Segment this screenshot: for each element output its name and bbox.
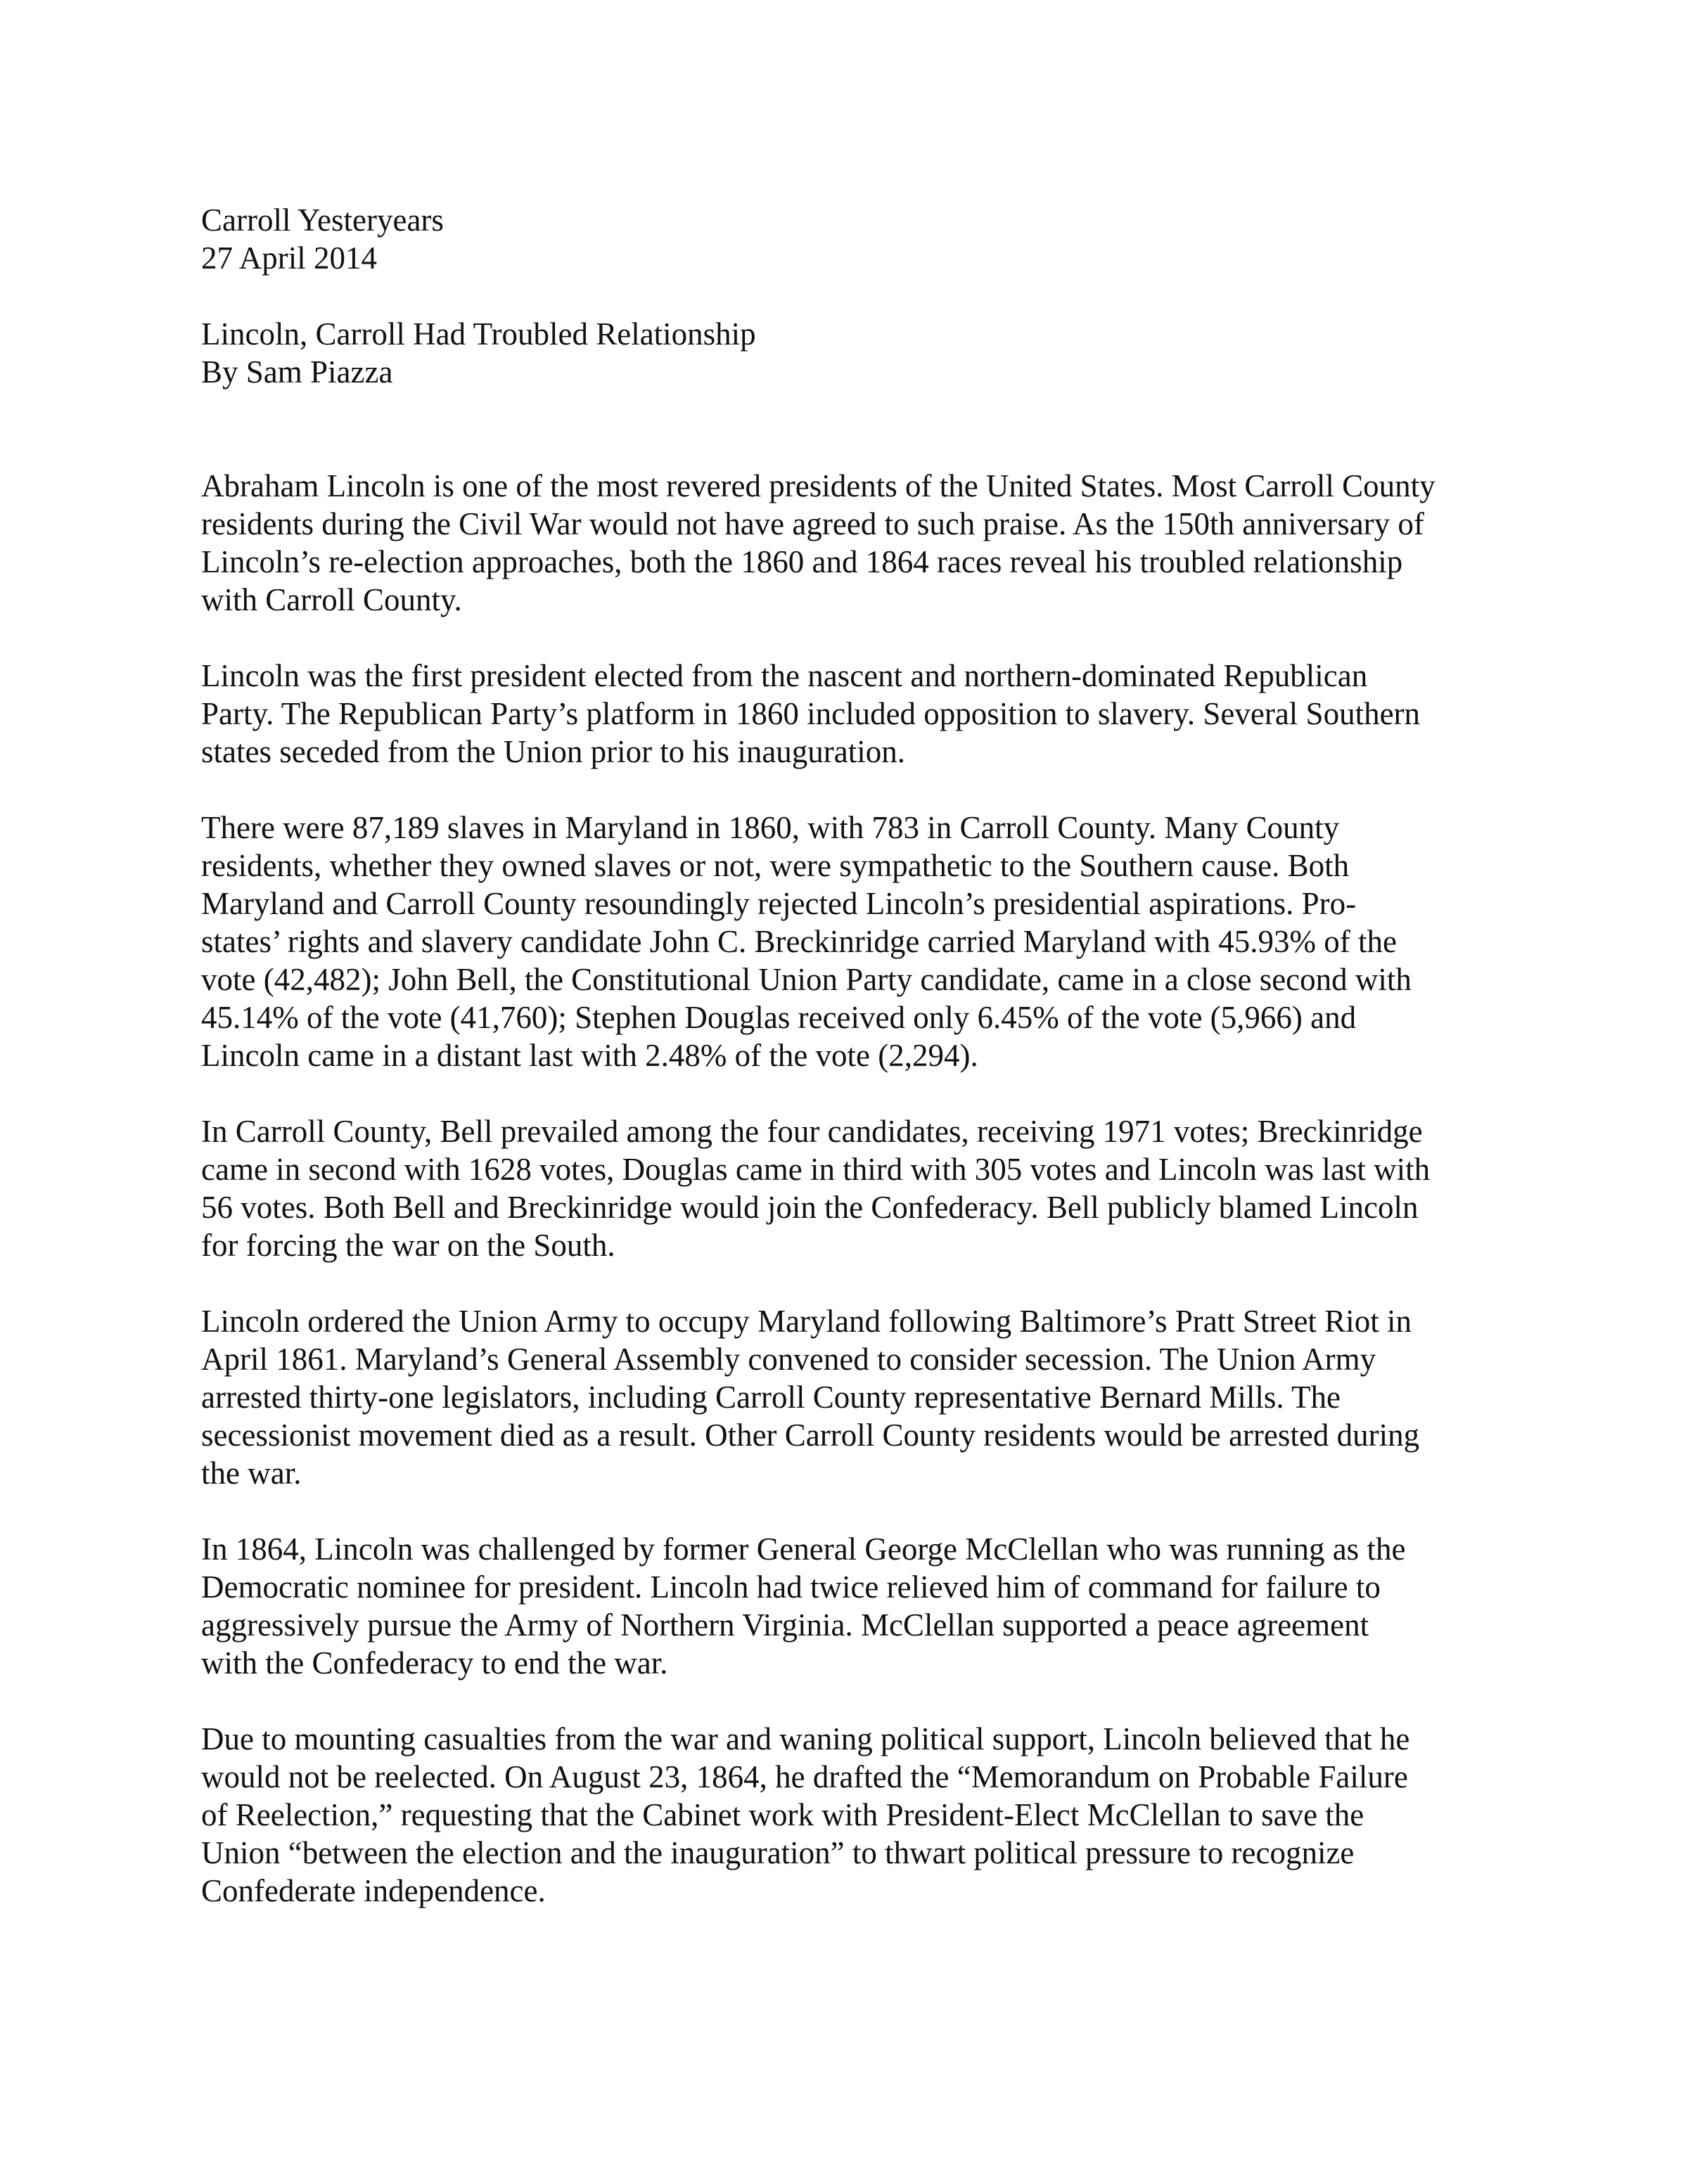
text-line: for forcing the war on the South. [201, 1228, 615, 1263]
text-line: Union “between the election and the inauguration” to thwart political pressure to recognize [201, 1835, 1355, 1870]
text-line: the war. [201, 1456, 302, 1491]
text-line: Maryland and Carroll County resoundingly rejected Lincoln’s presidential aspirations. Pro- [201, 886, 1357, 921]
text-line: In 1864, Lincoln was challenged by former General George McClellan who was running as the [201, 1531, 1406, 1567]
article-text [201, 467, 1509, 1910]
text-line: April 1861. Maryland’s General Assembly convened to consider secession. The Union Army [201, 1342, 1376, 1377]
article-byline: By Sam Piazza [201, 354, 393, 390]
text-line: residents, whether they owned slaves or not, were sympathetic to the Southern cause. Both [201, 848, 1350, 883]
paragraph-5 [201, 1302, 1509, 1492]
article-title: Lincoln, Carroll Had Troubled Relationship [201, 316, 756, 352]
publication-date: 27 April 2014 [201, 240, 378, 276]
text-line: Due to mounting casualties from the war and waning political support, Lincoln believed that he [201, 1721, 1410, 1756]
text-line: 56 votes. Both Bell and Breckinridge would join the Confederacy. Bell publicly blamed Lincoln [201, 1190, 1419, 1225]
text-line: residents during the Civil War would not have agreed to such praise. As the 150th anniversary of [201, 506, 1424, 541]
text-line: with the Confederacy to end the war. [201, 1645, 668, 1681]
text-line: arrested thirty-one legislators, including Carroll County representative Bernard Mills. The [201, 1380, 1341, 1415]
text-line: Lincoln came in a distant last with 2.48% of the vote (2,294). [201, 1038, 978, 1073]
column-header [201, 201, 1509, 277]
text-line: states’ rights and slavery candidate John C. Breckinridge carried Maryland with 45.93% of the [201, 924, 1397, 959]
text-line: Lincoln was the first president elected from the nascent and northern-dominated Republican [201, 658, 1368, 693]
column-name: Carroll Yesteryears [201, 203, 444, 238]
paragraph-2 [201, 657, 1509, 771]
paragraph-6 [201, 1530, 1509, 1682]
text-line: There were 87,189 slaves in Maryland in 1860, with 783 in Carroll County. Many County [201, 810, 1340, 845]
article-heading [201, 315, 1509, 391]
text-line: vote (42,482); John Bell, the Constitutional Union Party candidate, came in a close second with [201, 962, 1412, 997]
paragraph-4 [201, 1112, 1509, 1264]
text-line: states seceded from the Union prior to his inauguration. [201, 734, 906, 769]
paragraph-3 [201, 809, 1509, 1074]
text-line: Lincoln’s re-election approaches, both the 1860 and 1864 races reveal his troubled relationship [201, 544, 1403, 579]
text-line: of Reelection,” requesting that the Cabinet work with President-Elect McClellan to save the [201, 1797, 1364, 1832]
document-body [201, 201, 1509, 1910]
text-line: 45.14% of the vote (41,760); Stephen Douglas received only 6.45% of the vote (5,966) and [201, 1000, 1357, 1035]
text-line: with Carroll County. [201, 582, 462, 617]
text-line: Democratic nominee for president. Lincoln had twice relieved him of command for failure to [201, 1569, 1381, 1605]
text-line: In Carroll County, Bell prevailed among the four candidates, receiving 1971 votes; Breckinridge [201, 1114, 1423, 1149]
paragraph-1 [201, 467, 1509, 619]
text-line: Lincoln ordered the Union Army to occupy Maryland following Baltimore’s Pratt Street Riot in [201, 1304, 1412, 1339]
text-line: Confederate independence. [201, 1873, 546, 1908]
paragraph-7 [201, 1720, 1509, 1910]
text-line: secessionist movement died as a result. Other Carroll County residents would be arrested during [201, 1418, 1420, 1453]
text-line: came in second with 1628 votes, Douglas came in third with 305 votes and Lincoln was last with [201, 1152, 1431, 1187]
text-line: Abraham Lincoln is one of the most revered presidents of the United States. Most Carroll County [201, 468, 1436, 503]
text-line: would not be reelected. On August 23, 1864, he drafted the “Memorandum on Probable Failure [201, 1759, 1408, 1794]
text-line: aggressively pursue the Army of Northern Virginia. McClellan supported a peace agreement [201, 1607, 1369, 1643]
text-line: Party. The Republican Party’s platform in 1860 included opposition to slavery. Several Southern [201, 696, 1421, 731]
